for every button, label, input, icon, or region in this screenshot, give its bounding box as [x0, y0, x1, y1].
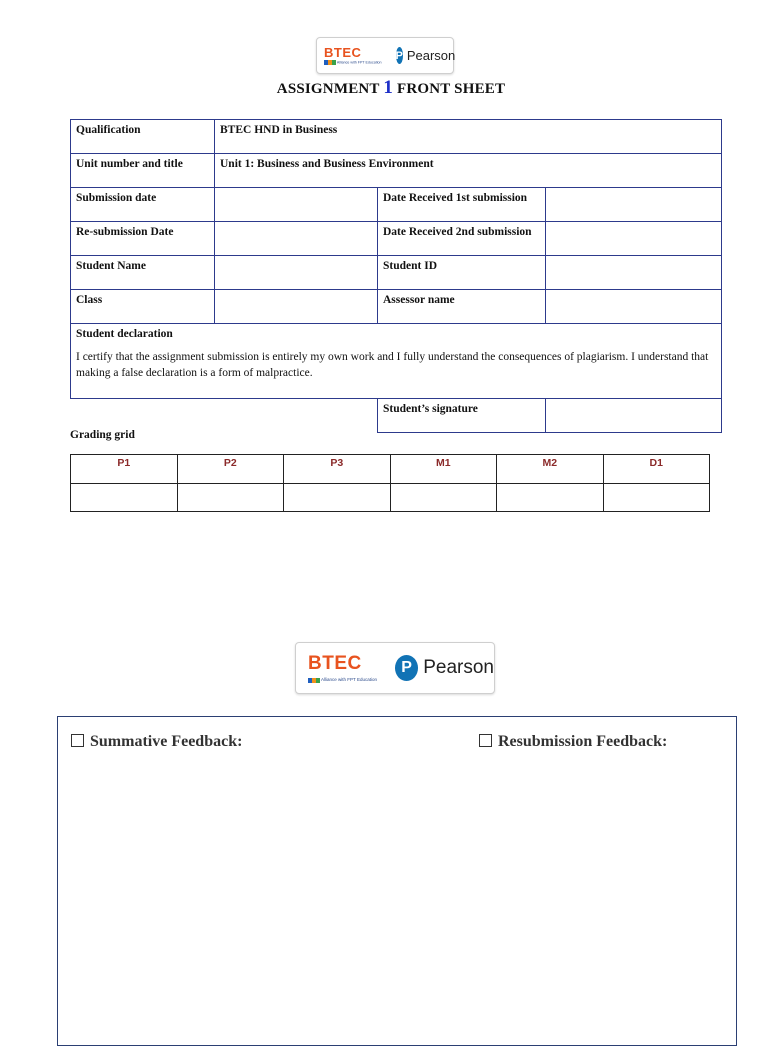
summative-feedback-label: Summative Feedback:: [90, 733, 243, 750]
grade-header-m2: M2: [497, 455, 604, 484]
btec-tagline-text: Alliance with FPT Education: [336, 60, 382, 65]
summative-feedback-checkbox[interactable]: [71, 734, 84, 747]
pearson-logo-icon: [395, 655, 418, 681]
pearson-logo-icon: [396, 47, 403, 64]
grade-header-m1: M1: [390, 455, 497, 484]
fpt-mark-icon: [324, 60, 336, 65]
table-row: [71, 290, 722, 324]
table-row: [71, 154, 722, 188]
title-number: 1: [383, 77, 394, 98]
grading-grid-table: [70, 454, 710, 512]
btec-logo: [324, 46, 382, 65]
pearson-logo-text: Pearson: [406, 48, 456, 63]
assessor-label: Assessor name: [378, 290, 546, 324]
table-row: [71, 324, 722, 399]
date-received-1-label: Date Received 1st submission: [378, 188, 546, 222]
qualification-value: BTEC HND in Business: [215, 120, 722, 154]
btec-logo: [308, 653, 377, 682]
declaration-heading: Student declaration: [76, 328, 173, 340]
table-row: [71, 399, 722, 433]
date-received-2-field[interactable]: [546, 222, 722, 256]
signature-label: Student’s signature: [378, 399, 546, 433]
student-declaration: [71, 324, 722, 399]
table-row: [71, 222, 722, 256]
signature-spacer: [71, 399, 378, 433]
declaration-text: I certify that the assignment submission is entirely my own work and I fully understand the consequences of plagiarism. I understand that making a false declaration is a form of malpractice.: [76, 351, 709, 379]
resubmission-feedback: [479, 733, 667, 751]
class-field[interactable]: [215, 290, 378, 324]
grade-cell-p1[interactable]: [71, 484, 178, 512]
btec-logo-text: BTEC: [308, 653, 362, 675]
btec-tagline: [324, 60, 382, 65]
student-name-label: Student Name: [71, 256, 215, 290]
btec-tagline-text: Alliance with FPT Education: [321, 677, 377, 683]
resubmission-date-label: Re-submission Date: [71, 222, 215, 256]
resubmission-feedback-checkbox[interactable]: [479, 734, 492, 747]
btec-pearson-logo-mid: [295, 642, 495, 694]
grade-cell-m2[interactable]: [497, 484, 604, 512]
grading-value-row: [71, 484, 710, 512]
pearson-mark: P: [395, 49, 403, 62]
signature-field[interactable]: [546, 399, 722, 433]
unit-value: Unit 1: Business and Business Environment: [215, 154, 722, 188]
btec-pearson-logo-top: [316, 37, 454, 74]
summative-feedback: [71, 733, 242, 751]
date-received-1-field[interactable]: [546, 188, 722, 222]
grade-header-d1: D1: [603, 455, 710, 484]
table-row: [71, 188, 722, 222]
student-id-label: Student ID: [378, 256, 546, 290]
date-received-2-label: Date Received 2nd submission: [378, 222, 546, 256]
page-title: [0, 77, 768, 99]
btec-tagline: [308, 677, 377, 682]
unit-label: Unit number and title: [71, 154, 215, 188]
assessor-field[interactable]: [546, 290, 722, 324]
pearson-logo-text: Pearson: [423, 657, 494, 678]
title-prefix: ASSIGNMENT: [276, 81, 380, 97]
class-label: Class: [71, 290, 215, 324]
pearson-mark: P: [401, 659, 412, 676]
grade-header-p1: P1: [71, 455, 178, 484]
feedback-box: [57, 716, 737, 1046]
submission-date-label: Submission date: [71, 188, 215, 222]
student-name-field[interactable]: [215, 256, 378, 290]
qualification-label: Qualification: [71, 120, 215, 154]
grading-header-row: [71, 455, 710, 484]
grade-cell-m1[interactable]: [390, 484, 497, 512]
btec-logo-text: BTEC: [324, 45, 362, 60]
fpt-mark-icon: [308, 678, 320, 683]
grade-header-p2: P2: [177, 455, 284, 484]
table-row: [71, 120, 722, 154]
grade-cell-d1[interactable]: [603, 484, 710, 512]
submission-date-field[interactable]: [215, 188, 378, 222]
resubmission-feedback-label: Resubmission Feedback:: [498, 733, 668, 750]
grade-cell-p3[interactable]: [284, 484, 391, 512]
student-id-field[interactable]: [546, 256, 722, 290]
title-suffix: FRONT SHEET: [396, 81, 506, 97]
resubmission-date-field[interactable]: [215, 222, 378, 256]
grading-grid-label: Grading grid: [70, 429, 135, 441]
grade-cell-p2[interactable]: [177, 484, 284, 512]
table-row: [71, 256, 722, 290]
grade-header-p3: P3: [284, 455, 391, 484]
assignment-info-table: [70, 119, 722, 433]
